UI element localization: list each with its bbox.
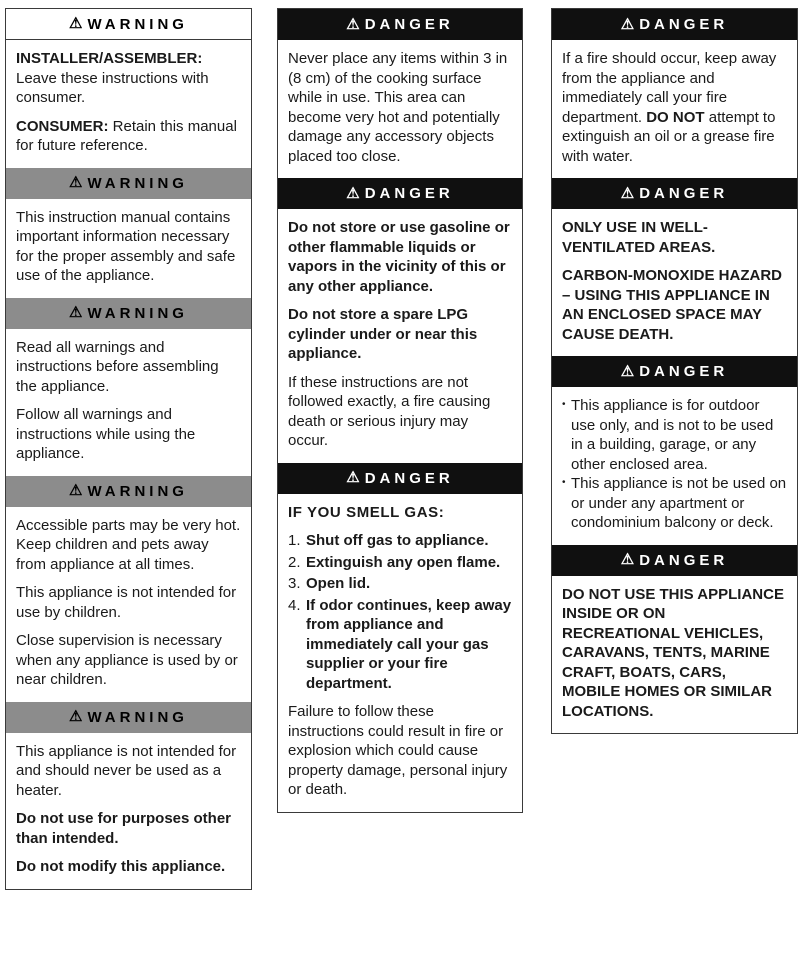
danger-section xyxy=(552,178,797,356)
list-number: 3. xyxy=(288,575,301,592)
list-item-text xyxy=(306,574,370,594)
text-run: Shut off gas to appliance. xyxy=(306,532,489,549)
danger-section xyxy=(552,9,797,178)
list-item-text xyxy=(306,596,512,694)
warning-triangle-icon: ⚠ xyxy=(69,174,83,191)
list-item-text xyxy=(306,553,500,573)
text-run: INSTALLER/ASSEMBLER: xyxy=(16,50,203,67)
danger-header xyxy=(278,9,522,40)
section-body xyxy=(552,387,797,545)
paragraph xyxy=(562,49,787,166)
text-run: Leave these instructions with consumer. xyxy=(16,69,209,106)
paragraph xyxy=(16,117,241,156)
list-item-text xyxy=(306,531,489,551)
danger-section xyxy=(552,356,797,545)
paragraph xyxy=(288,218,512,296)
numbered-list xyxy=(288,531,512,693)
paragraph xyxy=(562,266,787,344)
danger-header xyxy=(552,356,797,387)
warning-triangle-icon: ⚠ xyxy=(69,15,83,32)
warning-triangle-icon: ⚠ xyxy=(69,708,83,725)
text-run: This appliance is not intended for and should never be used as a heater. xyxy=(16,742,237,799)
danger-header xyxy=(278,178,522,209)
section-body xyxy=(6,733,251,889)
text-run: DO NOT USE THIS APPLIANCE INSIDE OR ON RECREATIONAL VEHICLES, CARAVANS, TENTS, MARINE CRAFT, BOATS, CARS, MOBILE HOMES OR SIMILAR LOCATIONS. xyxy=(562,585,784,720)
warning-header xyxy=(6,9,251,40)
text-run: Never place any items within 3 in (8 cm) of the cooking surface while in use. This area can become very hot and potentially damage any accessory objects placed too close. xyxy=(288,50,508,165)
list-item-text xyxy=(571,396,787,474)
warning-section xyxy=(6,702,251,889)
text-run: CARBON-MONOXIDE HAZARD – USING THIS APPLIANCE IN AN ENCLOSED SPACE MAY CAUSE DEATH. xyxy=(562,267,782,343)
text-run: Failure to follow these instructions could result in fire or explosion which could cause property damage, personal injury or death. xyxy=(288,703,508,798)
header-label: DANGER xyxy=(364,185,454,202)
warning-triangle-icon: ⚠ xyxy=(620,362,635,380)
warning-section xyxy=(6,9,251,168)
danger-header xyxy=(552,545,797,576)
list-item-text xyxy=(571,474,787,533)
danger-header xyxy=(552,9,797,40)
danger-section xyxy=(278,178,522,463)
text-run: Read all warnings and instructions before assembling the appliance. xyxy=(16,338,219,395)
danger-section xyxy=(278,9,522,178)
paragraph xyxy=(16,583,241,622)
text-run: If these instructions are not followed exactly, a fire causing death or serious injury may occur. xyxy=(288,373,491,449)
list-number: 1. xyxy=(288,532,301,549)
header-label: WARNING xyxy=(87,482,188,500)
text-run: This instruction manual contains important information necessary for the proper assembly and safe use of the appliance. xyxy=(16,208,236,284)
text-run: This appliance is for outdoor use only, and is not to be used in a building, garage, or any other enclosed area. xyxy=(571,397,774,473)
list-number: 2. xyxy=(288,553,301,571)
section-body xyxy=(278,494,522,812)
text-run: Do not use for purposes other than intended. xyxy=(16,810,232,847)
text-run: Retain this manual for future reference. xyxy=(16,117,237,154)
numbered-list-item xyxy=(288,574,512,594)
warning-triangle-icon: ⚠ xyxy=(620,551,635,568)
warning-triangle-icon: ⚠ xyxy=(620,15,635,33)
bullet-icon: • xyxy=(562,399,566,410)
warning-section xyxy=(6,298,251,476)
warning-header xyxy=(6,168,251,199)
paragraph xyxy=(16,631,241,690)
warning-triangle-icon: ⚠ xyxy=(346,15,360,33)
paragraph xyxy=(16,405,241,464)
text-run: Extinguish any open flame. xyxy=(306,553,501,571)
header-label: DANGER xyxy=(639,551,729,569)
text-run: Do not store a spare LPG cylinder under or near this appliance. xyxy=(288,306,478,362)
text-run: If odor continues, keep away from appliance and immediately call your gas supplier or your fire department. xyxy=(306,596,512,692)
danger-header xyxy=(278,463,522,494)
warning-triangle-icon: ⚠ xyxy=(620,184,635,202)
text-run: attempt to extinguish an oil or a grease fire with water. xyxy=(562,108,776,165)
bullet-list-item xyxy=(562,474,787,533)
section-body xyxy=(6,507,251,702)
paragraph-heading xyxy=(288,503,512,523)
column-3 xyxy=(551,8,798,734)
paragraph xyxy=(16,742,241,801)
bullet-list xyxy=(562,396,787,533)
column-2 xyxy=(277,8,523,813)
text-run: Do not store or use gasoline or other flammable liquids or vapors in the vicinity of this or any other appliance. xyxy=(288,219,510,295)
paragraph xyxy=(16,857,241,877)
text-run: Accessible parts may be very hot. Keep children and pets away from appliance at all times. xyxy=(16,516,241,573)
paragraph xyxy=(16,208,241,286)
text-run: Do not modify this appliance. xyxy=(16,858,226,875)
paragraph xyxy=(16,49,241,108)
bullet-list-item xyxy=(562,396,787,474)
numbered-list-item xyxy=(288,596,512,694)
text-run: This appliance is not intended for use by children. xyxy=(16,584,237,621)
header-label: WARNING xyxy=(87,304,188,322)
warning-triangle-icon: ⚠ xyxy=(69,482,83,499)
text-run: ONLY USE IN WELL-VENTILATED AREAS. xyxy=(562,219,716,256)
header-label: DANGER xyxy=(364,16,454,33)
paragraph xyxy=(16,338,241,397)
warning-section xyxy=(6,476,251,702)
text-run: This appliance is not be used on or under any apartment or condominium balcony or deck. xyxy=(571,475,787,531)
text-run: If a fire should occur, keep away from the appliance and immediately call your fire department. xyxy=(562,50,777,126)
warning-triangle-icon: ⚠ xyxy=(346,184,360,202)
text-run: CONSUMER: xyxy=(16,117,109,135)
text-run: Open lid. xyxy=(306,575,371,592)
section-body xyxy=(552,576,797,734)
header-label: WARNING xyxy=(87,174,188,192)
header-label: DANGER xyxy=(364,469,454,487)
column-1 xyxy=(5,8,252,890)
text-run: IF YOU SMELL GAS: xyxy=(288,503,445,521)
paragraph xyxy=(562,218,787,257)
paragraph xyxy=(288,702,512,800)
warning-header xyxy=(6,702,251,733)
section-body xyxy=(6,329,251,476)
paragraph xyxy=(562,585,787,722)
text-run: DO NOT xyxy=(646,108,705,126)
section-body xyxy=(6,199,251,298)
danger-header xyxy=(552,178,797,209)
numbered-list-item xyxy=(288,553,512,573)
warning-section xyxy=(6,168,251,298)
numbered-list-item xyxy=(288,531,512,551)
warning-triangle-icon: ⚠ xyxy=(346,469,360,486)
header-label: WARNING xyxy=(87,708,188,726)
paragraph xyxy=(288,49,512,166)
section-body xyxy=(278,40,522,178)
paragraph xyxy=(16,809,241,848)
section-body xyxy=(552,40,797,178)
header-label: DANGER xyxy=(639,185,729,202)
danger-section xyxy=(552,545,797,734)
paragraph xyxy=(288,373,512,451)
warning-header xyxy=(6,298,251,329)
warning-header xyxy=(6,476,251,507)
warning-triangle-icon: ⚠ xyxy=(69,304,83,321)
header-label: DANGER xyxy=(639,363,729,380)
paragraph xyxy=(288,305,512,364)
paragraph xyxy=(16,516,241,575)
header-label: DANGER xyxy=(639,16,729,33)
section-body xyxy=(6,40,251,168)
section-body xyxy=(552,209,797,356)
danger-section xyxy=(278,463,522,812)
section-body xyxy=(278,209,522,463)
text-run: Follow all warnings and instructions while using the appliance. xyxy=(16,406,196,462)
header-label: WARNING xyxy=(87,15,188,33)
text-run: Close supervision is necessary when any appliance is used by or near children. xyxy=(16,632,238,688)
bullet-icon: • xyxy=(562,477,566,488)
list-number: 4. xyxy=(288,596,301,614)
